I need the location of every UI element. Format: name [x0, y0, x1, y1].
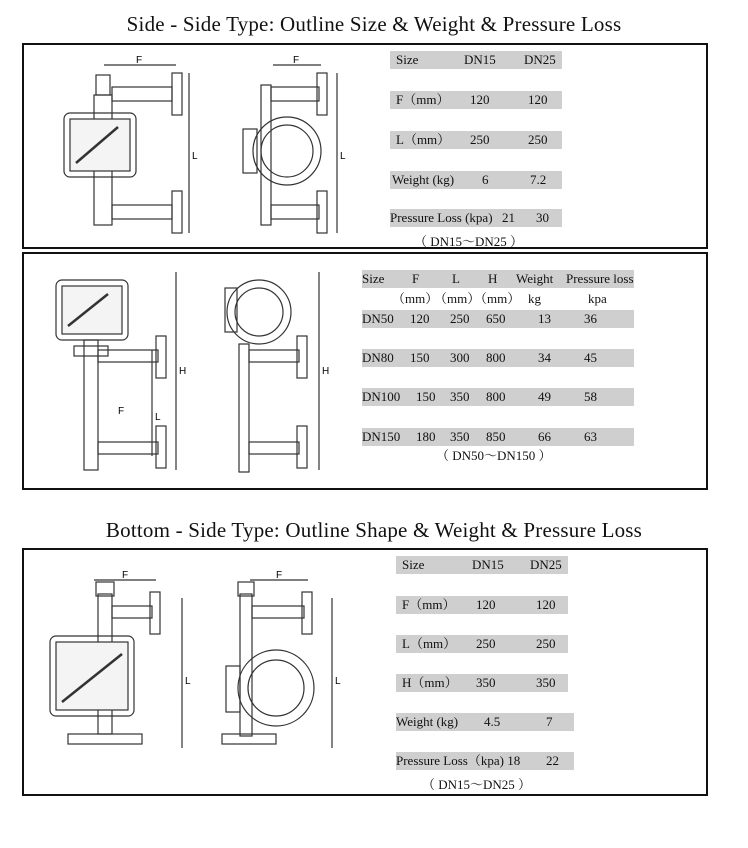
row-label: F（mm）: [402, 597, 456, 612]
header-cell: Size: [402, 557, 425, 572]
header-cell: F: [412, 271, 420, 286]
table-row: [396, 713, 574, 731]
section1-panel: [22, 43, 708, 249]
size-cell: DN50: [362, 311, 394, 326]
table-header-row: [362, 270, 634, 288]
size-range-note: （ DN50～DN150 ）: [436, 448, 552, 463]
h-cell: 850: [486, 429, 506, 444]
flowmeter-bottom-side-front-drawing: [42, 568, 202, 768]
h-dimension-label: H: [322, 366, 330, 377]
f-cell: 150: [416, 389, 436, 404]
flowmeter-large-side-drawing: [209, 266, 339, 481]
header-cell: Pressure loss: [566, 271, 634, 286]
size-cell: DN150: [362, 429, 401, 444]
unit-cell: （mm）: [474, 291, 521, 306]
dn25-value: 250: [536, 636, 556, 651]
table-header-row: [390, 51, 562, 69]
size-cell: DN80: [362, 350, 394, 365]
dn15-value: 6: [482, 172, 489, 187]
table-row: [396, 674, 568, 692]
unit-cell: （mm）: [434, 291, 481, 306]
header-cell: Size: [396, 52, 419, 67]
table-header-row: [396, 556, 568, 574]
flowmeter-side-side-front-drawing: [54, 55, 198, 245]
table-row: [396, 752, 574, 770]
l-dimension-label: L: [335, 676, 341, 687]
dn25-value: 22: [546, 753, 559, 768]
unit-cell: （mm）: [392, 291, 439, 306]
dn25-value: 7.2: [530, 172, 547, 187]
h-cell: 800: [486, 389, 506, 404]
f-dimension-label: F: [276, 570, 283, 581]
table-row: [390, 209, 562, 227]
dn25-value: 250: [528, 132, 548, 147]
table-row: [396, 596, 568, 614]
header-cell: DN15: [472, 557, 504, 572]
section1-title: Side - Side Type: Outline Size & Weight & Pressure Loss: [126, 12, 622, 36]
table-row: [390, 131, 562, 149]
table-row: [396, 635, 568, 653]
f-cell: 180: [416, 429, 436, 444]
dn15-value: 120: [476, 597, 496, 612]
row-label: Weight (kg): [396, 714, 459, 729]
row-label: Weight (kg): [392, 172, 455, 187]
dn15-value: 250: [476, 636, 496, 651]
table-units-row: [362, 290, 634, 308]
dn15-value: 21: [502, 210, 515, 225]
f-dimension-label: F: [118, 406, 125, 417]
h-cell: 800: [486, 350, 506, 365]
l-dimension-label: L: [340, 151, 346, 162]
dn25-value: 30: [536, 210, 549, 225]
flowmeter-bottom-side-side-drawing: [214, 568, 354, 768]
flowmeter-large-front-drawing: [42, 266, 192, 481]
pressure-loss-cell: 58: [584, 389, 597, 404]
f-dimension-label: F: [293, 55, 300, 66]
h-dimension-label: H: [179, 366, 187, 377]
pressure-loss-cell: 63: [584, 429, 597, 444]
l-cell: 350: [450, 389, 470, 404]
header-cell: DN15: [464, 52, 496, 67]
section3-panel: [22, 548, 708, 796]
dn15-value: 120: [470, 92, 490, 107]
l-dimension-label: L: [192, 151, 198, 162]
header-cell: Size: [362, 271, 385, 286]
row-label: H（mm）: [402, 675, 458, 690]
f-dimension-label: F: [136, 55, 143, 66]
pressure-loss-cell: 36: [584, 311, 597, 326]
row-label: Pressure Loss (kpa): [390, 210, 493, 225]
row-label: F（mm）: [396, 92, 450, 107]
row-label: L（mm）: [402, 636, 457, 651]
row-label: L（mm）: [396, 132, 451, 147]
h-cell: 650: [486, 311, 506, 326]
f-cell: 120: [410, 311, 430, 326]
dn15-value: 250: [470, 132, 490, 147]
size-range-note: （ DN15～DN25 ）: [422, 777, 532, 792]
l-dimension-label: L: [185, 676, 191, 687]
dn15-value: 4.5: [484, 714, 501, 729]
f-cell: 150: [410, 350, 430, 365]
weight-cell: 34: [538, 350, 551, 365]
size-range-note: （ DN15～DN25 ）: [414, 234, 524, 249]
table-row: [390, 91, 562, 109]
weight-cell: 66: [538, 429, 551, 444]
weight-cell: 49: [538, 389, 551, 404]
dn25-value: 120: [528, 92, 548, 107]
header-cell: H: [488, 271, 498, 286]
l-cell: 350: [450, 429, 470, 444]
row-label: Pressure Loss（kpa) 18: [396, 753, 521, 768]
weight-cell: 13: [538, 311, 551, 326]
l-cell: 300: [450, 350, 470, 365]
table-row: [362, 428, 634, 446]
size-cell: DN100: [362, 389, 401, 404]
l-cell: 250: [450, 311, 470, 326]
dn25-value: 120: [536, 597, 556, 612]
dn25-value: 7: [546, 714, 553, 729]
table-row: [390, 171, 562, 189]
header-cell: DN25: [530, 557, 562, 572]
table-row: [362, 349, 634, 367]
header-cell: L: [452, 271, 460, 286]
header-cell: DN25: [524, 52, 556, 67]
section2-panel: [22, 252, 708, 490]
section3-title: Bottom - Side Type: Outline Shape & Weight & Pressure Loss: [105, 518, 643, 542]
unit-cell: kg: [528, 291, 541, 306]
table-row: [362, 388, 634, 406]
table-row: [362, 310, 634, 328]
flowmeter-side-side-side-drawing: [229, 55, 349, 245]
dn15-value: 350: [476, 675, 496, 690]
dn25-value: 350: [536, 675, 556, 690]
header-cell: Weight: [516, 271, 554, 286]
l-dimension-label: L: [155, 412, 161, 423]
f-dimension-label: F: [122, 570, 129, 581]
unit-cell: kpa: [588, 291, 607, 306]
pressure-loss-cell: 45: [584, 350, 597, 365]
